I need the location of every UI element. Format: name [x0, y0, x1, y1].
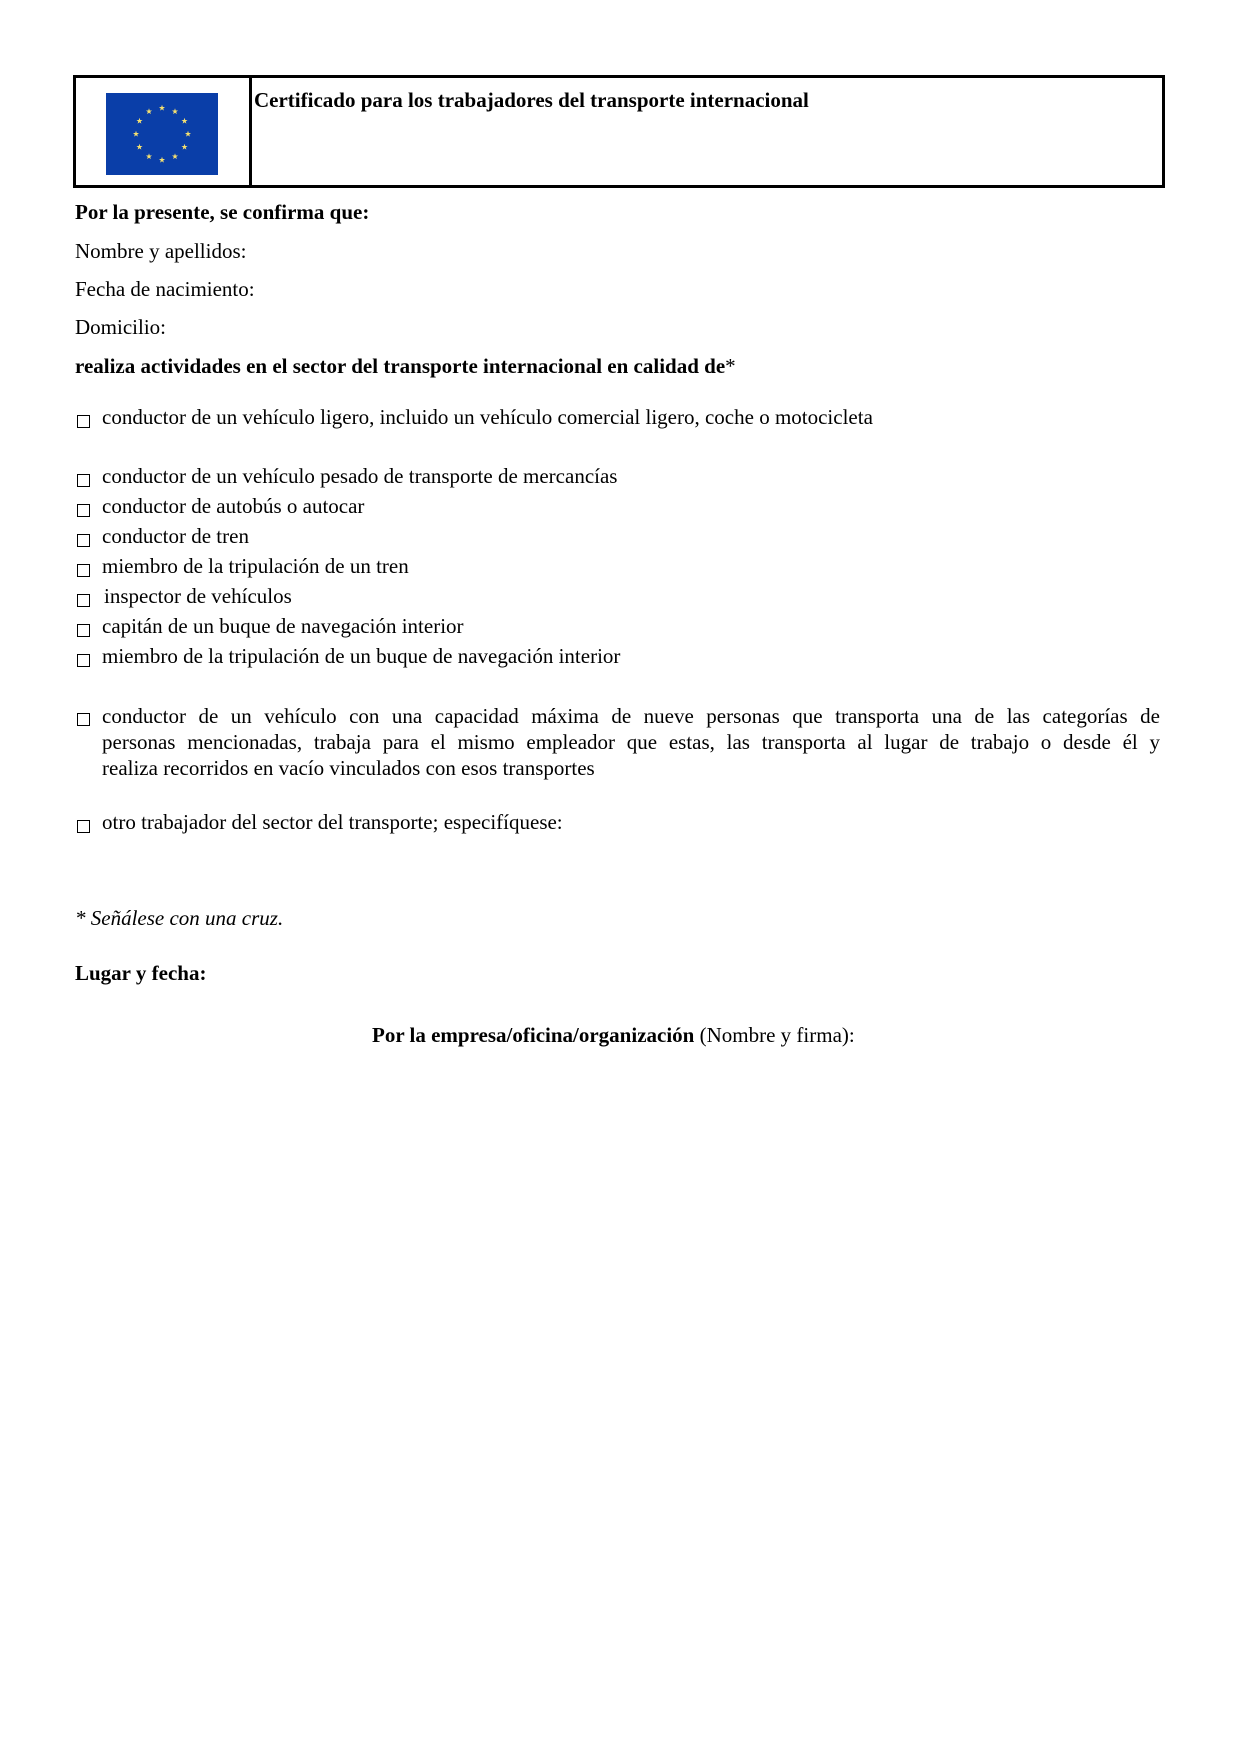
checkbox-train-driver[interactable] — [77, 534, 90, 547]
checkbox-heavy-goods-vehicle[interactable] — [77, 474, 90, 487]
header-table — [73, 75, 1165, 188]
document-title: Certificado para los trabajadores del transporte internacional — [254, 88, 809, 112]
field-birth-date-label: Fecha de nacimiento: — [75, 277, 255, 301]
option-long-line: conductor de un vehículo con una capacidad máxima de nueve personas que transporta una de las categorías de — [102, 704, 1160, 728]
option-label: conductor de un vehículo pesado de transporte de mercancías — [102, 464, 618, 488]
checkbox-inland-vessel-captain[interactable] — [77, 624, 90, 637]
field-address-label: Domicilio: — [75, 315, 166, 339]
footnote: * Señálese con una cruz. — [75, 906, 284, 930]
checkbox-bus-driver[interactable] — [77, 504, 90, 517]
checkbox-vehicle-inspector[interactable] — [77, 594, 90, 607]
checkbox-light-vehicle[interactable] — [77, 415, 90, 428]
option-label: capitán de un buque de navegación interior — [102, 614, 464, 638]
field-name-label: Nombre y apellidos: — [75, 239, 247, 263]
option-label: inspector de vehículos — [104, 584, 292, 608]
activity-heading-asterisk: * — [725, 354, 736, 378]
option-label: conductor de un vehículo ligero, incluido un vehículo comercial ligero, coche o motocicleta — [102, 405, 873, 429]
option-label: conductor de autobús o autocar — [102, 494, 365, 518]
option-label: miembro de la tripulación de un tren — [102, 554, 409, 578]
activity-heading — [75, 354, 736, 379]
intro-heading: Por la presente, se confirma que: — [75, 200, 370, 224]
checkbox-other-worker[interactable] — [77, 820, 90, 833]
option-label: otro trabajador del sector del transporte; especifíquese: — [102, 810, 563, 834]
checkbox-passenger-vehicle-driver[interactable] — [77, 713, 90, 726]
header-divider — [249, 78, 252, 185]
option-long-label — [102, 703, 1160, 781]
signature-label: Por la empresa/oficina/organización — [372, 1023, 695, 1047]
option-long-line: personas mencionadas, trabaja para el mismo empleador que estas, las transporta al lugar de trabajo o desde él y — [102, 730, 1160, 754]
eu-flag-icon — [106, 93, 218, 175]
signature-hint: (Nombre y firma): — [694, 1023, 855, 1047]
checkbox-train-crew[interactable] — [77, 564, 90, 577]
option-long-line: realiza recorridos en vacío vinculados con esos transportes — [102, 756, 595, 780]
checkbox-inland-vessel-crew[interactable] — [77, 654, 90, 667]
option-label: miembro de la tripulación de un buque de navegación interior — [102, 644, 621, 668]
signature-line — [372, 1023, 855, 1048]
activity-heading-text: realiza actividades en el sector del transporte internacional en calidad de — [75, 354, 726, 378]
option-label: conductor de tren — [102, 524, 249, 548]
place-date-label: Lugar y fecha: — [75, 961, 207, 985]
